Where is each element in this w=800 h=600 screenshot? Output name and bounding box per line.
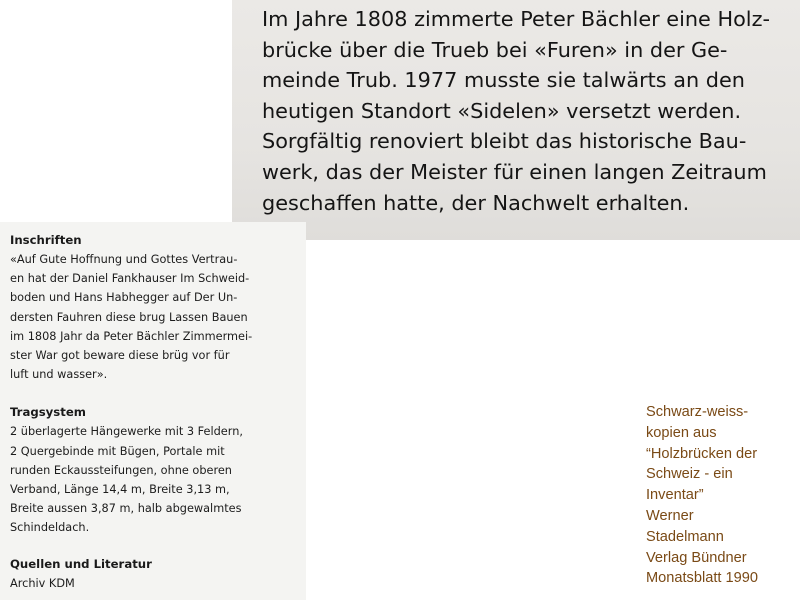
excerpt-line: heutigen Standort «Sidelen» versetzt werden. (262, 98, 742, 123)
caption-line: Werner (646, 507, 694, 524)
excerpt-line: Sorgfältig renoviert bleibt das historische Bau- (262, 129, 747, 154)
inschriften-line: dersten Fauhren diese brug Lassen Bauen (10, 310, 248, 324)
tragsystem-line: Verband, Länge 14,4 m, Breite 3,13 m, (10, 483, 230, 497)
inschriften-line: im 1808 Jahr da Peter Bächler Zimmermei- (10, 329, 253, 343)
tragsystem-line: runden Eckaussteifungen, ohne oberen (10, 463, 232, 477)
inschriften-line: luft und wasser». (10, 368, 108, 382)
inschriften-line: en hat der Daniel Fankhauser Im Schweid- (10, 272, 250, 286)
tragsystem-heading: Tragsystem (10, 405, 86, 420)
inschriften-line: «Auf Gute Hoffnung und Gottes Vertrau- (10, 253, 238, 266)
inschriften-heading: Inschriften (10, 233, 82, 247)
section-gap (10, 538, 306, 554)
inschriften-line: boden und Hans Habhegger auf Der Un- (10, 291, 238, 305)
excerpt-line: werk, das der Meister für einen langen Zeitraum (262, 159, 767, 184)
caption-line: kopien aus (646, 424, 717, 441)
caption-line: Verlag Bündner (646, 549, 747, 566)
quellen-line: Archiv KDM (10, 576, 75, 590)
caption-line: Schwarz-weiss- (646, 404, 749, 420)
caption-line: Inventar” (646, 487, 704, 504)
inschriften-line: ster War got beware diese brüg vor für (10, 349, 230, 363)
caption-line: Stadelmann (646, 528, 724, 545)
quellen-heading: Quellen und Literatur (10, 556, 152, 571)
top-scan-excerpt (232, 0, 800, 240)
caption-line: Monatsblatt 1990 (646, 570, 758, 587)
caption-line: “Holzbrücken der (646, 445, 758, 462)
excerpt-line: Im Jahre 1808 zimmerte Peter Bächler eine Holz- (262, 7, 771, 31)
excerpt-line: meinde Trub. 1977 musste sie talwärts an den (262, 68, 745, 93)
tragsystem-line: Breite aussen 3,87 m, halb abgewalmtes (10, 502, 242, 516)
source-caption (646, 402, 796, 589)
caption-line: Schweiz - ein (646, 466, 733, 483)
tragsystem-line: 2 überlagerte Hängewerke mit 3 Feldern, (10, 425, 243, 439)
excerpt-line: brücke über die Trueb bei «Furen» in der Ge- (262, 37, 728, 62)
excerpt-line: geschaffen hatte, der Nachwelt erhalten. (262, 190, 690, 215)
section-gap (10, 384, 306, 402)
tragsystem-line: 2 Quergebinde mit Bügen, Portale mit (10, 444, 225, 458)
left-scan-excerpt (0, 222, 306, 600)
tragsystem-line: Schindeldach. (10, 521, 90, 535)
